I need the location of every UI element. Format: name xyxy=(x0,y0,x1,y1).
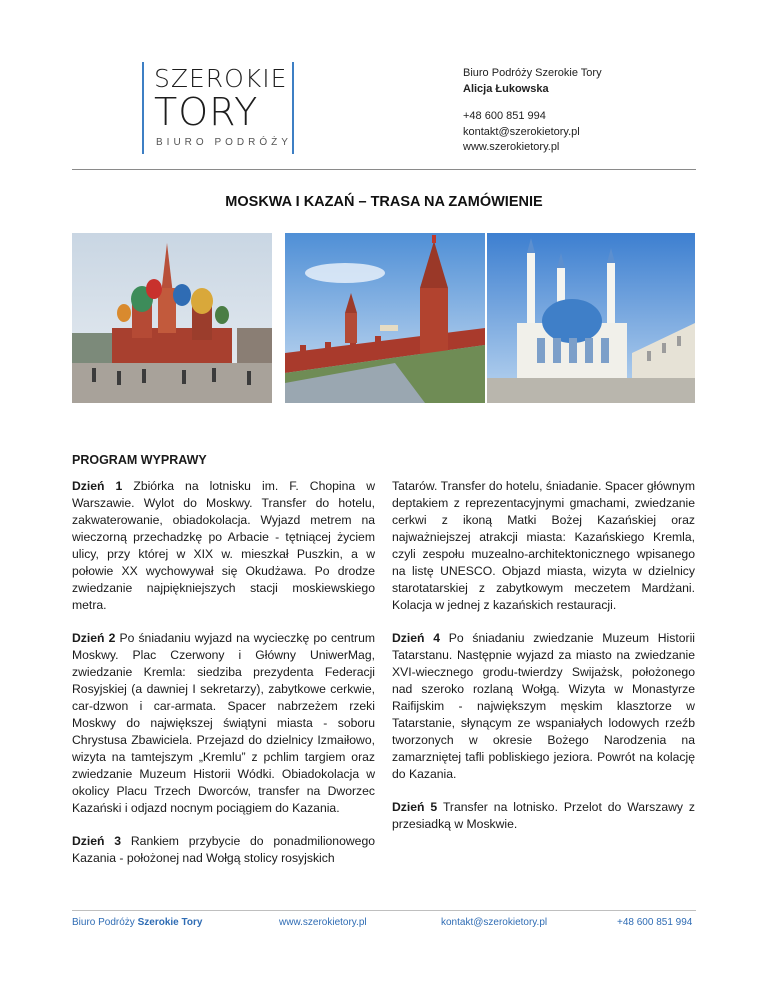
contact-block xyxy=(463,66,602,156)
day-text: Tatarów. Transfer do hotelu, śniadanie. Spacer głównym deptakiem z reprezentacyjnymi gmachami, zwiedzanie cerkwi z ikoną Matki Bożej Kazańskiej oraz najważniejszej atrakcji miasta: Kazańskiego Kremla, czyli zespołu muzealno-architektonicznego wpisanego na listę UNESCO. Objazd miasta, wizyta w dzielnicy starotatarskiej z zabytkowym meczetem Mardżani. Kolacja w jednej z kazańskich restauracji. xyxy=(392,479,695,612)
day-label: Dzień 5 xyxy=(392,800,438,814)
contact-person: Alicja Łukowska xyxy=(463,82,549,95)
photo-kul-sharif-mosque xyxy=(487,233,695,403)
logo-bar-right xyxy=(292,62,294,154)
day-label: Dzień 2 xyxy=(72,631,116,645)
day-paragraph-continued xyxy=(392,478,695,614)
day-paragraph xyxy=(72,478,375,614)
day-text: Po śniadaniu wyjazd na wycieczkę po centrum Moskwy. Plac Czerwony i Główny UniwerMag, zwiedzanie Kremla: siedziba prezydenta Federacji Rosyjskiej (a dawniej I sekretarzy), zabytkowe cerkwie, car-dzwon i car-armata. Spacer nabrzeżem rzeki Moskwy do największej świątyni miasta - soboru Chrystusa Zbawiciela. Przejazd do dzielnicy Izmaiłowo, wizyta na tamtejszym „Kremlu” z pchlim targiem oraz zwiedzanie Muzeum Historii Wódki. Obiadokolacja w okolicy Placu Trzech Dworców, transfer na Dworzec Kazański i odjazd nocnym pociągiem do Kazania. xyxy=(72,631,376,815)
day-text: Transfer na lotnisko. Przelot do Warszawy z przesiadką w Moskwie. xyxy=(392,800,696,831)
footer-company xyxy=(72,917,202,928)
contact-web[interactable]: www.szerokietory.pl xyxy=(463,141,560,153)
day-paragraph xyxy=(72,630,375,817)
day-paragraph xyxy=(392,799,695,833)
day-text: Rankiem przybycie do ponadmilionowego Kazania - położonej nad Wołgą stolicy rosyjskich xyxy=(72,834,375,865)
photo-st-basils-cathedral xyxy=(72,233,272,403)
footer-divider xyxy=(72,910,696,911)
itinerary-column-right xyxy=(392,478,695,849)
logo-line-2: TORY xyxy=(154,90,259,134)
day-text: Zbiórka na lotnisku im. F. Chopina w Warszawie. Wylot do Moskwy. Transfer do hotelu, zakwaterowanie, obiadokolacja. Wyjazd metrem na wieczorną przechadzkę po Arbacie - tętniącej życiem ulicy, przy której w XIX w. mieszkał Puszkin, a w połowie XX wychowywał się Okudżawa. Po drodze zwiedzanie najpiękniejszych stacji moskiewskiego metra. xyxy=(72,479,376,612)
logo-line-3: BIURO PODRÓŻY xyxy=(156,137,292,148)
day-label: Dzień 1 xyxy=(72,479,123,493)
footer-company-prefix: Biuro Podróży xyxy=(72,917,135,928)
itinerary-column-left xyxy=(72,478,375,883)
section-title: PROGRAM WYPRAWY xyxy=(72,453,207,467)
footer-web-link[interactable]: www.szerokietory.pl xyxy=(279,917,367,928)
header-divider xyxy=(72,169,696,170)
footer-email-link[interactable]: kontakt@szerokietory.pl xyxy=(441,917,548,928)
footer-company-name: Szerokie Tory xyxy=(137,917,203,928)
contact-company: Biuro Podróży Szerokie Tory xyxy=(463,67,602,79)
logo-line-1: SZEROKIE xyxy=(154,64,288,93)
day-label: Dzień 4 xyxy=(392,631,441,645)
contact-phone: +48 600 851 994 xyxy=(463,110,546,122)
day-paragraph xyxy=(72,833,375,867)
day-text: Po śniadaniu zwiedzanie Muzeum Historii Tatarstanu. Następnie wyjazd za miasto na zwiedzanie XVI-wiecznego grodu-twierdzy Swijażsk, położonego nad szeroko rozlaną Wołgą. Wizyta w Monastyrze Raifijskim - największym męskim klasztorze w Tatarstanie, słynącym ze wspaniałych lodowych rzeźb tworzonych w okresie Bożego Narodzenia na zamarzniętej tafli pobliskiego jeziora. Powrót na kolację do Kazania. xyxy=(392,631,696,781)
photo-kremlin-wall xyxy=(285,233,485,403)
contact-email[interactable]: kontakt@szerokietory.pl xyxy=(463,125,580,138)
logo-bar-left xyxy=(142,62,144,154)
page-title: MOSKWA I KAZAŃ – TRASA NA ZAMÓWIENIE xyxy=(225,194,543,210)
day-paragraph xyxy=(392,630,695,783)
footer-phone: +48 600 851 994 xyxy=(617,917,693,928)
day-label: Dzień 3 xyxy=(72,834,122,848)
company-logo xyxy=(142,62,294,154)
